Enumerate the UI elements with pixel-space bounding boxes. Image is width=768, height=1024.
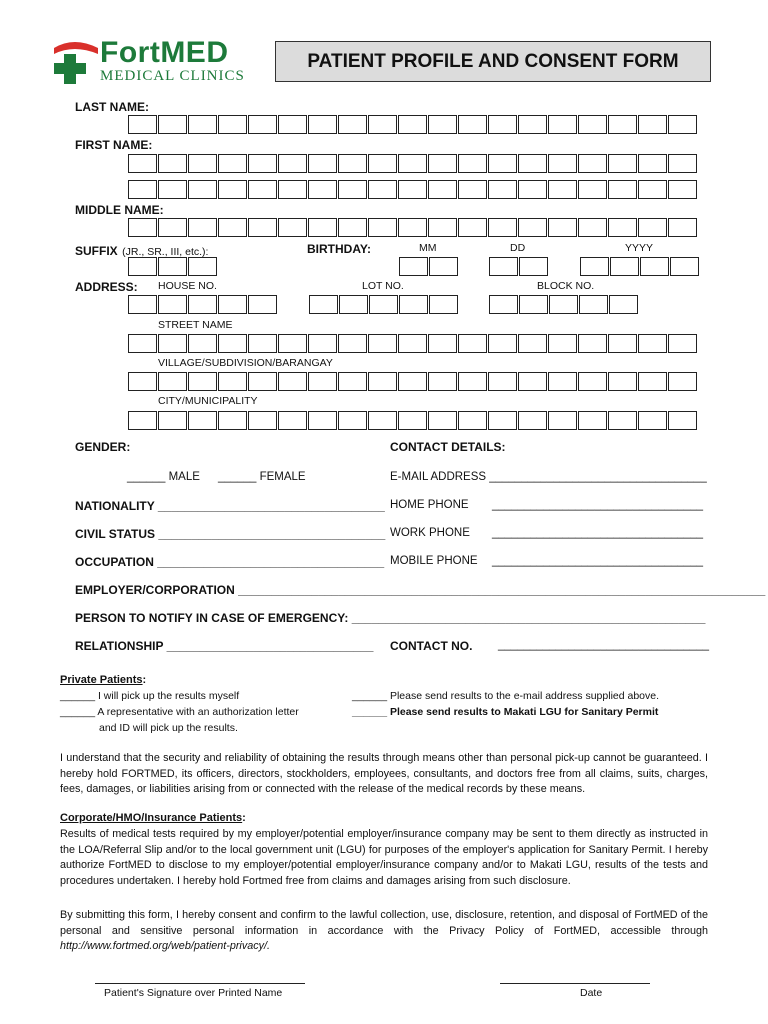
char-box[interactable] bbox=[578, 115, 607, 134]
char-box[interactable] bbox=[278, 218, 307, 237]
house-no-label: HOUSE NO. bbox=[158, 280, 217, 292]
char-box[interactable] bbox=[488, 218, 517, 237]
char-box[interactable] bbox=[578, 372, 607, 391]
char-box[interactable] bbox=[188, 334, 217, 353]
char-box[interactable] bbox=[428, 411, 457, 430]
char-box[interactable] bbox=[488, 154, 517, 173]
char-box[interactable] bbox=[398, 115, 427, 134]
char-box[interactable] bbox=[668, 411, 697, 430]
middle-name-boxes[interactable] bbox=[128, 218, 698, 237]
char-box[interactable] bbox=[458, 372, 487, 391]
char-box[interactable] bbox=[188, 115, 217, 134]
char-box[interactable] bbox=[458, 180, 487, 199]
char-box[interactable] bbox=[399, 295, 428, 314]
char-box[interactable] bbox=[398, 218, 427, 237]
char-box[interactable] bbox=[338, 218, 367, 237]
village-boxes[interactable] bbox=[128, 372, 698, 391]
char-box[interactable] bbox=[638, 154, 667, 173]
char-box[interactable] bbox=[308, 154, 337, 173]
block-no-label: BLOCK NO. bbox=[537, 280, 595, 292]
char-box[interactable] bbox=[368, 115, 397, 134]
char-box[interactable] bbox=[218, 154, 247, 173]
occupation-field[interactable]: OCCUPATION __________________________________ bbox=[75, 555, 385, 569]
char-box[interactable] bbox=[158, 218, 187, 237]
char-box[interactable] bbox=[368, 372, 397, 391]
char-box[interactable] bbox=[429, 295, 458, 314]
char-box[interactable] bbox=[218, 180, 247, 199]
char-box[interactable] bbox=[218, 411, 247, 430]
char-box[interactable] bbox=[368, 180, 397, 199]
char-box[interactable] bbox=[188, 180, 217, 199]
char-box[interactable] bbox=[218, 115, 247, 134]
char-box[interactable] bbox=[338, 154, 367, 173]
char-box[interactable] bbox=[428, 154, 457, 173]
relationship-field[interactable]: RELATIONSHIP _______________________________ bbox=[75, 639, 374, 653]
char-box[interactable] bbox=[339, 295, 368, 314]
middle-name-label: MIDDLE NAME: bbox=[75, 203, 164, 217]
char-box[interactable] bbox=[248, 411, 277, 430]
gender-male-option[interactable]: ______ MALE bbox=[127, 471, 200, 483]
work-phone-label: WORK PHONE bbox=[390, 527, 470, 539]
char-box[interactable] bbox=[518, 334, 547, 353]
char-box[interactable] bbox=[668, 115, 697, 134]
char-box[interactable] bbox=[128, 411, 157, 430]
char-box[interactable] bbox=[608, 115, 637, 134]
char-box[interactable] bbox=[158, 295, 187, 314]
char-box[interactable] bbox=[158, 180, 187, 199]
mobile-phone-field[interactable]: _________________________________ bbox=[492, 555, 704, 567]
char-box[interactable] bbox=[548, 180, 577, 199]
char-box[interactable] bbox=[278, 334, 307, 353]
signature-line[interactable] bbox=[95, 983, 305, 984]
date-line[interactable] bbox=[500, 983, 650, 984]
employer-field[interactable]: EMPLOYER/CORPORATION _______________________________________________________________________________ bbox=[75, 583, 766, 597]
privacy-consent: By submitting this form, I hereby consent and confirm to the lawful collection, use, disclosure, retention, and disposal of FortMED of the personal and sensitive personal information in accordance with the Privacy Policy of FortMED, accessible through http://www.fortmed.org/web/patient-privacy/. bbox=[60, 909, 708, 952]
char-box[interactable] bbox=[519, 257, 548, 276]
gender-label: GENDER: bbox=[75, 440, 131, 454]
char-box[interactable] bbox=[549, 295, 578, 314]
char-box[interactable] bbox=[638, 115, 667, 134]
char-box[interactable] bbox=[608, 372, 637, 391]
private-option-makati-lgu[interactable]: ______ Please send results to Makati LGU for Sanitary Permit bbox=[352, 706, 659, 718]
form-title-box bbox=[275, 41, 711, 82]
char-box[interactable] bbox=[308, 115, 337, 134]
char-box[interactable] bbox=[278, 154, 307, 173]
char-box[interactable] bbox=[128, 372, 157, 391]
char-box[interactable] bbox=[308, 411, 337, 430]
char-box[interactable] bbox=[368, 218, 397, 237]
char-box[interactable] bbox=[188, 218, 217, 237]
char-box[interactable] bbox=[338, 115, 367, 134]
contact-no-field[interactable]: _________________________________ bbox=[498, 639, 710, 651]
birthday-dd-label: DD bbox=[510, 242, 526, 254]
privacy-policy-link[interactable]: http://www.fortmed.org/web/patient-privacy/. bbox=[60, 940, 271, 952]
char-box[interactable] bbox=[128, 257, 157, 276]
char-box[interactable] bbox=[668, 154, 697, 173]
char-box[interactable] bbox=[609, 295, 638, 314]
char-box[interactable] bbox=[128, 115, 157, 134]
char-box[interactable] bbox=[398, 180, 427, 199]
char-box[interactable] bbox=[608, 154, 637, 173]
char-box[interactable] bbox=[338, 180, 367, 199]
char-box[interactable] bbox=[368, 334, 397, 353]
date-label: Date bbox=[580, 987, 603, 999]
logo-brand: FortMED bbox=[100, 36, 229, 69]
logo-subtitle: MEDICAL CLINICS bbox=[100, 68, 245, 84]
char-box[interactable] bbox=[188, 372, 217, 391]
char-box[interactable] bbox=[610, 257, 639, 276]
char-box[interactable] bbox=[158, 257, 187, 276]
home-phone-field[interactable]: _________________________________ bbox=[492, 499, 704, 511]
private-option-representative-cont: and ID will pick up the results. bbox=[99, 722, 238, 734]
char-box[interactable] bbox=[218, 372, 247, 391]
char-box[interactable] bbox=[638, 411, 667, 430]
char-box[interactable] bbox=[578, 411, 607, 430]
suffix-hint: (JR., SR., III, etc.): bbox=[122, 246, 209, 258]
char-box[interactable] bbox=[398, 411, 427, 430]
civil-status-field[interactable]: CIVIL STATUS __________________________________ bbox=[75, 527, 386, 541]
emergency-contact-field[interactable]: PERSON TO NOTIFY IN CASE OF EMERGENCY: _____________________________________________________ bbox=[75, 611, 706, 625]
char-box[interactable] bbox=[638, 334, 667, 353]
char-box[interactable] bbox=[398, 334, 427, 353]
street-name-boxes[interactable] bbox=[128, 334, 698, 353]
char-box[interactable] bbox=[548, 115, 577, 134]
char-box[interactable] bbox=[578, 334, 607, 353]
char-box[interactable] bbox=[458, 218, 487, 237]
char-box[interactable] bbox=[458, 411, 487, 430]
char-box[interactable] bbox=[518, 218, 547, 237]
char-box[interactable] bbox=[398, 154, 427, 173]
char-box[interactable] bbox=[548, 334, 577, 353]
char-box[interactable] bbox=[608, 334, 637, 353]
char-box[interactable] bbox=[368, 154, 397, 173]
patient-signature-label: Patient's Signature over Printed Name bbox=[104, 987, 283, 999]
form-title: PATIENT PROFILE AND CONSENT FORM bbox=[307, 50, 679, 72]
char-box[interactable] bbox=[278, 372, 307, 391]
city-boxes[interactable] bbox=[128, 411, 698, 430]
char-box[interactable] bbox=[580, 257, 609, 276]
lot-no-label: LOT NO. bbox=[362, 280, 404, 292]
address-label: ADDRESS: bbox=[75, 280, 138, 294]
birthday-label: BIRTHDAY: bbox=[307, 242, 372, 256]
first-name-boxes-1[interactable] bbox=[128, 154, 698, 173]
suffix-label: SUFFIX bbox=[75, 244, 118, 258]
char-box[interactable] bbox=[670, 257, 699, 276]
last-name-boxes[interactable] bbox=[128, 115, 698, 134]
char-box[interactable] bbox=[248, 180, 277, 199]
char-box[interactable] bbox=[248, 154, 277, 173]
first-name-label: FIRST NAME: bbox=[75, 138, 153, 152]
birthday-dd-boxes[interactable] bbox=[489, 257, 549, 276]
birthday-mm-label: MM bbox=[419, 242, 437, 254]
char-box[interactable] bbox=[309, 295, 338, 314]
char-box[interactable] bbox=[188, 257, 217, 276]
char-box[interactable] bbox=[548, 372, 577, 391]
char-box[interactable] bbox=[158, 411, 187, 430]
char-box[interactable] bbox=[458, 115, 487, 134]
char-box[interactable] bbox=[398, 372, 427, 391]
char-box[interactable] bbox=[668, 218, 697, 237]
email-field[interactable]: E-MAIL ADDRESS __________________________________ bbox=[390, 471, 707, 483]
char-box[interactable] bbox=[218, 334, 247, 353]
char-box[interactable] bbox=[399, 257, 428, 276]
char-box[interactable] bbox=[248, 334, 277, 353]
private-patients-heading: Private Patients: bbox=[60, 674, 147, 686]
char-box[interactable] bbox=[248, 295, 277, 314]
char-box[interactable] bbox=[278, 115, 307, 134]
logo bbox=[48, 38, 268, 86]
char-box[interactable] bbox=[548, 218, 577, 237]
char-box[interactable] bbox=[518, 154, 547, 173]
char-box[interactable] bbox=[218, 218, 247, 237]
char-box[interactable] bbox=[428, 334, 457, 353]
char-box[interactable] bbox=[158, 372, 187, 391]
char-box[interactable] bbox=[308, 218, 337, 237]
birthday-mm-boxes[interactable] bbox=[399, 257, 459, 276]
char-box[interactable] bbox=[518, 372, 547, 391]
char-box[interactable] bbox=[548, 154, 577, 173]
char-box[interactable] bbox=[638, 218, 667, 237]
char-box[interactable] bbox=[248, 372, 277, 391]
char-box[interactable] bbox=[188, 154, 217, 173]
char-box[interactable] bbox=[338, 411, 367, 430]
char-box[interactable] bbox=[218, 295, 247, 314]
char-box[interactable] bbox=[608, 218, 637, 237]
char-box[interactable] bbox=[158, 115, 187, 134]
char-box[interactable] bbox=[488, 115, 517, 134]
city-label: CITY/MUNICIPALITY bbox=[158, 395, 258, 407]
char-box[interactable] bbox=[369, 295, 398, 314]
char-box[interactable] bbox=[128, 218, 157, 237]
char-box[interactable] bbox=[158, 154, 187, 173]
char-box[interactable] bbox=[128, 154, 157, 173]
char-box[interactable] bbox=[668, 180, 697, 199]
contact-details-label: CONTACT DETAILS: bbox=[390, 440, 506, 454]
nationality-field[interactable]: NATIONALITY __________________________________ bbox=[75, 499, 385, 513]
private-option-representative[interactable]: ______ A representative with an authorization letter bbox=[60, 706, 299, 718]
private-option-email[interactable]: ______ Please send results to the e-mail address supplied above. bbox=[352, 690, 660, 702]
fortmed-cross-icon bbox=[48, 38, 100, 86]
corporate-patients-heading: Corporate/HMO/Insurance Patients: bbox=[60, 812, 246, 824]
char-box[interactable] bbox=[188, 411, 217, 430]
char-box[interactable] bbox=[668, 372, 697, 391]
private-option-pickup[interactable]: ______ I will pick up the results myself bbox=[60, 690, 240, 702]
char-box[interactable] bbox=[248, 218, 277, 237]
char-box[interactable] bbox=[188, 295, 217, 314]
gender-female-option[interactable]: ______ FEMALE bbox=[218, 471, 306, 483]
birthday-yyyy-label: YYYY bbox=[625, 242, 654, 254]
char-box[interactable] bbox=[428, 372, 457, 391]
char-box[interactable] bbox=[668, 334, 697, 353]
char-box[interactable] bbox=[638, 180, 667, 199]
char-box[interactable] bbox=[428, 218, 457, 237]
char-box[interactable] bbox=[428, 180, 457, 199]
work-phone-field[interactable]: _________________________________ bbox=[492, 527, 704, 539]
char-box[interactable] bbox=[608, 180, 637, 199]
char-box[interactable] bbox=[458, 154, 487, 173]
village-label: VILLAGE/SUBDIVISION/BARANGAY bbox=[158, 357, 333, 369]
char-box[interactable] bbox=[428, 115, 457, 134]
suffix-boxes[interactable] bbox=[128, 257, 218, 276]
home-phone-label: HOME PHONE bbox=[390, 499, 469, 511]
lot-no-boxes[interactable] bbox=[309, 295, 459, 314]
char-box[interactable] bbox=[640, 257, 669, 276]
char-box[interactable] bbox=[578, 154, 607, 173]
char-box[interactable] bbox=[128, 334, 157, 353]
char-box[interactable] bbox=[308, 372, 337, 391]
char-box[interactable] bbox=[518, 115, 547, 134]
char-box[interactable] bbox=[429, 257, 458, 276]
char-box[interactable] bbox=[248, 115, 277, 134]
char-box[interactable] bbox=[608, 411, 637, 430]
char-box[interactable] bbox=[488, 372, 517, 391]
corporate-disclaimer: Results of medical tests required by my employer/potential employer/insurance company may be sent to them directly as instructed in the LOA/Referral Slip and/or to the local government unit (LGU) for purposes of the employer's application for Sanitary Permit. I hereby authorize FortMED to disclose to my employer/potential employer/insurance company and/or to Makati LGU, results of the tests and procedures undertaken. I hereby hold Fortmed free from claims and damages arising from such disclosure. bbox=[60, 828, 708, 887]
char-box[interactable] bbox=[338, 334, 367, 353]
char-box[interactable] bbox=[489, 257, 518, 276]
last-name-label: LAST NAME: bbox=[75, 100, 149, 114]
char-box[interactable] bbox=[579, 295, 608, 314]
private-disclaimer: I understand that the security and reliability of obtaining the results through means other than personal pick-up cannot be guaranteed. I hereby hold FORTMED, its officers, directors, stockholders, employees, consultants, and doctors free from all claims, suits, charges, fees, damages, or liabilities arising from or connected with the release of the medical records by these means. bbox=[60, 752, 708, 795]
block-no-boxes[interactable] bbox=[489, 295, 639, 314]
char-box[interactable] bbox=[518, 411, 547, 430]
char-box[interactable] bbox=[519, 295, 548, 314]
char-box[interactable] bbox=[488, 334, 517, 353]
char-box[interactable] bbox=[458, 334, 487, 353]
char-box[interactable] bbox=[578, 180, 607, 199]
birthday-yyyy-boxes[interactable] bbox=[580, 257, 700, 276]
street-name-label: STREET NAME bbox=[158, 319, 233, 331]
char-box[interactable] bbox=[128, 180, 157, 199]
char-box[interactable] bbox=[488, 411, 517, 430]
char-box[interactable] bbox=[489, 295, 518, 314]
char-box[interactable] bbox=[548, 411, 577, 430]
char-box[interactable] bbox=[308, 334, 337, 353]
char-box[interactable] bbox=[158, 334, 187, 353]
char-box[interactable] bbox=[128, 295, 157, 314]
char-box[interactable] bbox=[308, 180, 337, 199]
char-box[interactable] bbox=[488, 180, 517, 199]
char-box[interactable] bbox=[278, 411, 307, 430]
char-box[interactable] bbox=[638, 372, 667, 391]
char-box[interactable] bbox=[368, 411, 397, 430]
char-box[interactable] bbox=[518, 180, 547, 199]
contact-no-label: CONTACT NO. bbox=[390, 639, 473, 653]
char-box[interactable] bbox=[578, 218, 607, 237]
first-name-boxes-2[interactable] bbox=[128, 180, 698, 199]
char-box[interactable] bbox=[338, 372, 367, 391]
house-no-boxes[interactable] bbox=[128, 295, 278, 314]
char-box[interactable] bbox=[278, 180, 307, 199]
mobile-phone-label: MOBILE PHONE bbox=[390, 555, 478, 567]
